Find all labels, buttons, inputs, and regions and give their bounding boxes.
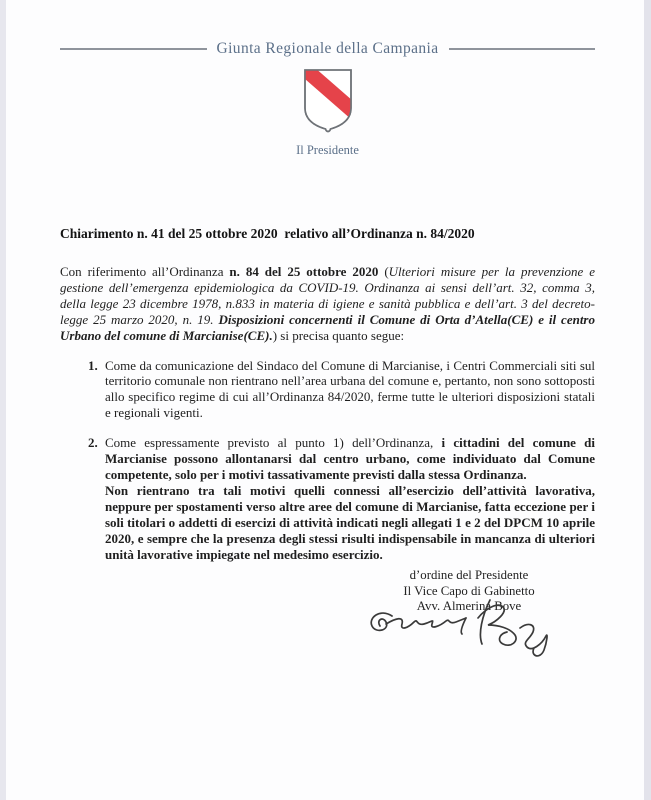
- list-item-text: Come espressamente previsto al punto 1) dell’Ordinanza, i cittadini del comune di Marcianise possono allontanarsi dal centro urbano, come individuato dal Comune competente, solo per i motivi tassativamente previsti dalla stessa Ordinanza. Non rientrano tra tali motivi quelli connessi all’esercizio dell’attività lavorativa, neppure per spostamenti verso altre aree del comune di Marcianise, fatta eccezione per i soli titolari o addetti di esercizi di attività indicati negli allegati 1 e 2 del DPCM 10 aprile 2020, e sempre che la presenza degli stessi risulti indispensabile in mancanza di ulteriori unità lavorative impiegate nel medesimo esercizio.: [105, 435, 595, 562]
- document-title: Chiarimento n. 41 del 25 ottobre 2020 relativo all’Ordinanza n. 84/2020: [60, 226, 475, 241]
- list-item-text: Come da comunicazione del Sindaco del Comune di Marcianise, i Centri Commerciali siti sul territorio comunale non rientrano nell’area urbana del comune e, pertanto, non sono sottoposti allo specifico regime di cui all’Ordinanza 84/2020, ferme tutte le ulteriori disposizioni statali e regionali vigenti.: [105, 357, 595, 421]
- organization-name: Giunta Regionale della Campania: [216, 40, 439, 57]
- emblem-wrapper: [60, 67, 595, 138]
- list-item-number: 1.: [88, 357, 98, 373]
- list-item: [60, 435, 595, 562]
- letterhead-rule-left: [60, 48, 207, 50]
- signature-block: [364, 568, 574, 615]
- intro-paragraph: Con riferimento all’Ordinanza n. 84 del 25 ottobre 2020 (Ulteriori misure per la prevenzione e gestione dell’emergenza epidemiologica da COVID-19. Ordinanza ai sensi dell’art. 32, comma 3, della legge 23 dicembre 1978, n.833 in materia di igiene e sanità pubblica e dell’art. 3 del decreto-legge 25 marzo 2020, n. 19. Disposizioni concernenti il Comune di Orta d’Atella(CE) e il centro Urbano del comune di Marcianise(CE).) si precisa quanto segue:: [60, 264, 595, 343]
- signature-line-order: d’ordine del Presidente: [409, 568, 529, 582]
- president-label: Il Presidente: [296, 143, 359, 157]
- numbered-list: [60, 358, 595, 563]
- signature-line-name: Avv. Almerina Bove: [416, 599, 522, 613]
- letterhead-rule-right: [449, 48, 596, 50]
- letterhead: [60, 40, 595, 58]
- list-item-number: 2.: [88, 435, 98, 451]
- list-item: [60, 358, 595, 422]
- campania-coat-of-arms-icon: [302, 67, 354, 133]
- signature-line-role: Il Vice Capo di Gabinetto: [403, 583, 535, 598]
